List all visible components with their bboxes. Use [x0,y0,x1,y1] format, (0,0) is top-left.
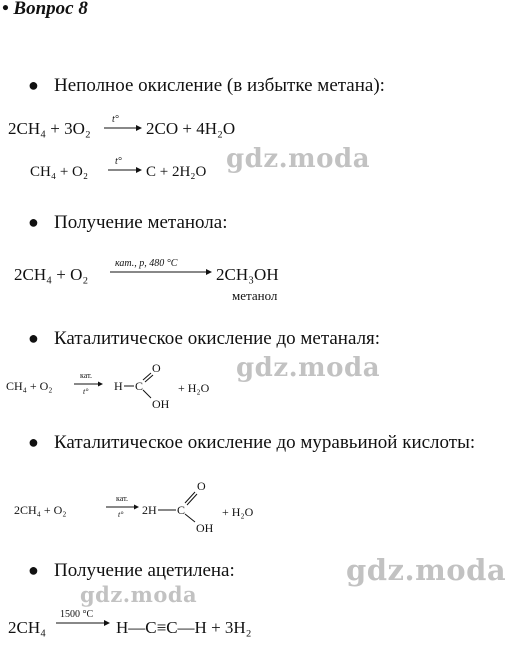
eq-condition: кат., p, 480 °C [115,258,178,269]
arrowhead-icon [136,167,142,173]
bullet-text: Каталитическое окисление до муравьиной кислоты: [54,432,476,453]
arrowhead-icon [104,620,110,626]
eq-water: + H₂O [178,381,210,395]
eq-left: 2CH₄ + O₂ [14,503,67,517]
watermark: gdz.moda [346,553,507,587]
watermark: gdz.moda [236,353,381,383]
eq-condition-top: кат. [116,494,129,503]
eq-condition-bottom: t° [83,387,89,396]
equation-methanal [0,360,240,420]
arrowhead-icon [134,505,139,510]
eq-left: 2CH₄ [8,618,47,637]
formula-c: C [135,379,144,393]
eq-right: C + 2H₂O [146,164,207,180]
eq-caption: метанол [232,288,278,303]
bond-line [185,514,195,522]
watermark: gdz.moda [80,582,198,607]
bullet-dot-icon: ● [28,75,39,95]
equation-methanol [0,252,330,308]
equation-partial-oxidation-co [0,112,300,142]
bullet-dot-icon: ● [28,560,39,580]
bullet-text: Получение ацетилена: [54,560,235,581]
bullet-item-formic-acid [0,432,522,456]
eq-right: 2CO + 4H₂O [146,119,236,138]
bullet-text: Неполное окисление (в избытке метана): [54,75,385,96]
bullet-item-methanol [0,212,522,236]
bullet-text: Каталитическое окисление до метаналя: [54,328,381,349]
eq-right: H—C≡C—H + 3H₂ [116,618,252,637]
bond-line [143,373,151,380]
eq-condition: 1500 °C [60,609,94,620]
bullet-dot-icon: ● [28,328,39,348]
equation-acetylene [0,605,300,645]
question-title: • Вопрос 8 [2,0,88,19]
bullet-item-partial-oxidation [0,75,522,99]
formula-h: 2H [142,503,157,517]
equation-partial-oxidation-c [0,152,260,182]
eq-water: + H₂O [222,505,254,519]
arrowhead-icon [98,382,103,387]
eq-condition: t° [115,156,122,167]
bullet-dot-icon: ● [28,432,39,452]
bullet-dot-icon: ● [28,212,39,232]
eq-condition-top: кат. [80,371,93,380]
eq-left: CH₄ + O₂ [30,164,89,180]
bond-line [143,390,151,398]
bullet-text: Получение метанола: [54,212,228,233]
arrowhead-icon [136,125,142,131]
eq-left: 2CH₄ + 3O₂ [8,119,91,138]
bullet-item-methanal [0,328,522,352]
formula-o: O [197,479,206,493]
equation-formic-acid [0,478,290,540]
eq-condition: t° [112,114,119,125]
formula-oh: OH [152,397,170,411]
eq-left: 2CH₄ + O₂ [14,265,89,284]
formula-oh: OH [196,521,214,535]
watermark: gdz.moda [226,144,371,174]
bond-line [145,375,153,382]
formula-h: H [114,379,123,393]
eq-left: CH₄ + O₂ [6,379,53,393]
formula-c: C [177,503,186,517]
arrowhead-icon [206,269,212,275]
eq-condition-bottom: t° [118,510,124,519]
formula-o: O [152,361,161,375]
eq-right: 2CH₃OH [216,265,279,284]
